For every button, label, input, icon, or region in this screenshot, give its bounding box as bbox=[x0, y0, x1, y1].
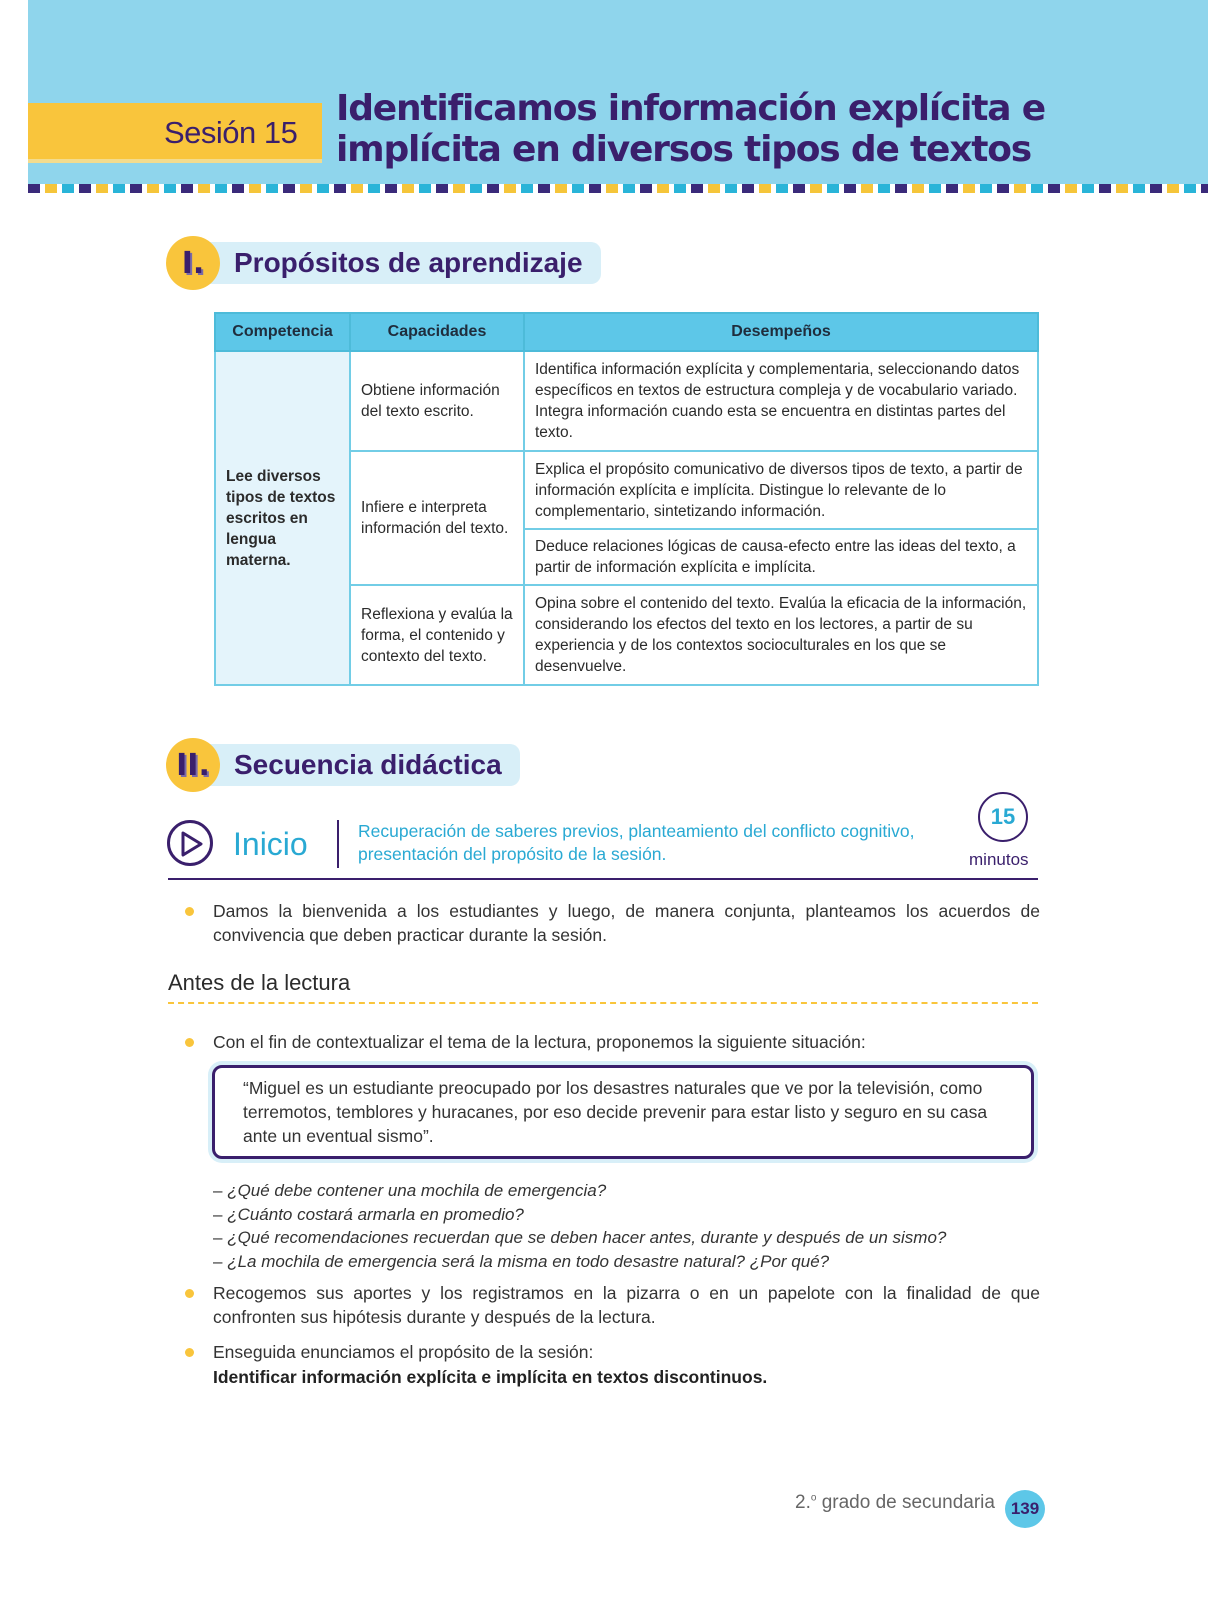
situation-quote-text: “Miguel es un estudiante preocupado por los desastres naturales que ve por la televisión, como terremotos, temblores y huracanes, por eso decide prevenir para estar listo y seguro en su casa ante un eventual sismo”. bbox=[243, 1078, 988, 1146]
page-number: 139 bbox=[1005, 1490, 1045, 1528]
situation-quote-box bbox=[212, 1065, 1034, 1159]
inicio-label: Inicio bbox=[233, 826, 308, 862]
grade-text: grado de secundaria bbox=[816, 1492, 995, 1513]
minutes-value: 15 bbox=[990, 804, 1016, 829]
table-header-competencia: Competencia bbox=[215, 313, 350, 351]
capacidad-cell: Obtiene información del texto escrito. bbox=[350, 351, 524, 451]
footer-grade bbox=[795, 1492, 995, 1514]
desempeno-cell: Identifica información explícita y complementaria, seleccionando datos específicos en textos de estructura compleja y de vocabulario variado. Integra información cuando esta se encuentra en distintas partes del texto. bbox=[524, 351, 1038, 451]
section-2-title: Secuencia didáctica bbox=[206, 744, 520, 786]
grade-ordinal: o bbox=[810, 1492, 817, 1504]
competencia-cell: Lee diversos tipos de textos escritos en lengua materna. bbox=[215, 351, 350, 685]
desempeno-cell: Opina sobre el contenido del texto. Evalúa la eficacia de la información, considerando los efectos del texto en los lectores, a partir de su experiencia y de los contextos socioculturales en los que se desenvuelve. bbox=[524, 585, 1038, 685]
grade-number: 2. bbox=[795, 1492, 811, 1513]
bullet-welcome-text: Damos la bienvenida a los estudiantes y luego, de manera conjunta, planteamos los acuerdos de convivencia que deben practicar durante la sesión. bbox=[213, 901, 1040, 945]
decorative-stripe bbox=[28, 184, 1208, 193]
section-1-title: Propósitos de aprendizaje bbox=[206, 242, 601, 284]
section-1-number: I. bbox=[166, 236, 220, 290]
title-line-2: implícita en diversos tipos de textos bbox=[336, 129, 1032, 170]
minutes-label: minutos bbox=[969, 850, 1029, 869]
desempeno-cell: Deduce relaciones lógicas de causa-efecto entre las ideas del texto, a partir de información explícita e implícita. bbox=[524, 529, 1038, 585]
learning-purposes-table bbox=[214, 312, 1039, 686]
subheading-antes-lectura: Antes de la lectura bbox=[168, 970, 351, 995]
table-row bbox=[215, 351, 1038, 451]
capacidad-cell: Reflexiona y evalúa la forma, el contenido y contexto del texto. bbox=[350, 585, 524, 685]
bullet-context bbox=[185, 1030, 1040, 1054]
page-title bbox=[336, 88, 1136, 170]
capacidad-cell: Infiere e interpreta información del texto. bbox=[350, 451, 524, 585]
list-item: – ¿Qué debe contener una mochila de emergencia? bbox=[213, 1179, 946, 1203]
session-purpose: Identificar información explícita e implícita en textos discontinuos. bbox=[213, 1367, 768, 1387]
session-label: Sesión 15 bbox=[164, 115, 298, 150]
desempeno-cell: Explica el propósito comunicativo de diversos tipos de texto, a partir de información explícita e implícita. Distingue lo relevante de lo complementario, sintetizando información. bbox=[524, 451, 1038, 529]
clock-icon bbox=[978, 792, 1028, 842]
bullet-purpose-text: Enseguida enunciamos el propósito de la sesión: bbox=[213, 1342, 594, 1362]
table-header-desempenos: Desempeños bbox=[524, 313, 1038, 351]
inicio-description: Recuperación de saberes previos, planteamiento del conflicto cognitivo, presentación del propósito de la sesión. bbox=[358, 821, 915, 864]
guiding-questions-list bbox=[213, 1179, 946, 1273]
list-item: – ¿Qué recomendaciones recuerdan que se deben hacer antes, durante y después de un sismo? bbox=[213, 1226, 946, 1250]
list-item: – ¿Cuánto costará armarla en promedio? bbox=[213, 1203, 946, 1227]
dashed-rule bbox=[168, 1002, 1038, 1004]
bullet-context-text: Con el fin de contextualizar el tema de la lectura, proponemos la siguiente situación: bbox=[213, 1032, 866, 1052]
bullet-welcome bbox=[185, 899, 1040, 947]
bullet-purpose bbox=[185, 1340, 1040, 1364]
title-line-1: Identificamos información explícita e bbox=[336, 88, 1045, 129]
inicio-divider-rule bbox=[168, 878, 1038, 880]
list-item: – ¿La mochila de emergencia será la misma en todo desastre natural? ¿Por qué? bbox=[213, 1250, 946, 1274]
play-icon bbox=[167, 820, 213, 866]
bullet-collect-text: Recogemos sus aportes y los registramos en la pizarra o en un papelote con la finalidad de que confronten sus hipótesis durante y después de la lectura. bbox=[213, 1283, 1040, 1327]
table-header-capacidades: Capacidades bbox=[350, 313, 524, 351]
table-header-row bbox=[215, 313, 1038, 351]
session-tag bbox=[28, 103, 322, 163]
section-1-heading bbox=[166, 236, 601, 290]
inicio-divider bbox=[337, 820, 339, 868]
bullet-collect bbox=[185, 1281, 1040, 1329]
section-2-heading bbox=[166, 738, 520, 792]
section-2-number: II. bbox=[166, 738, 220, 792]
